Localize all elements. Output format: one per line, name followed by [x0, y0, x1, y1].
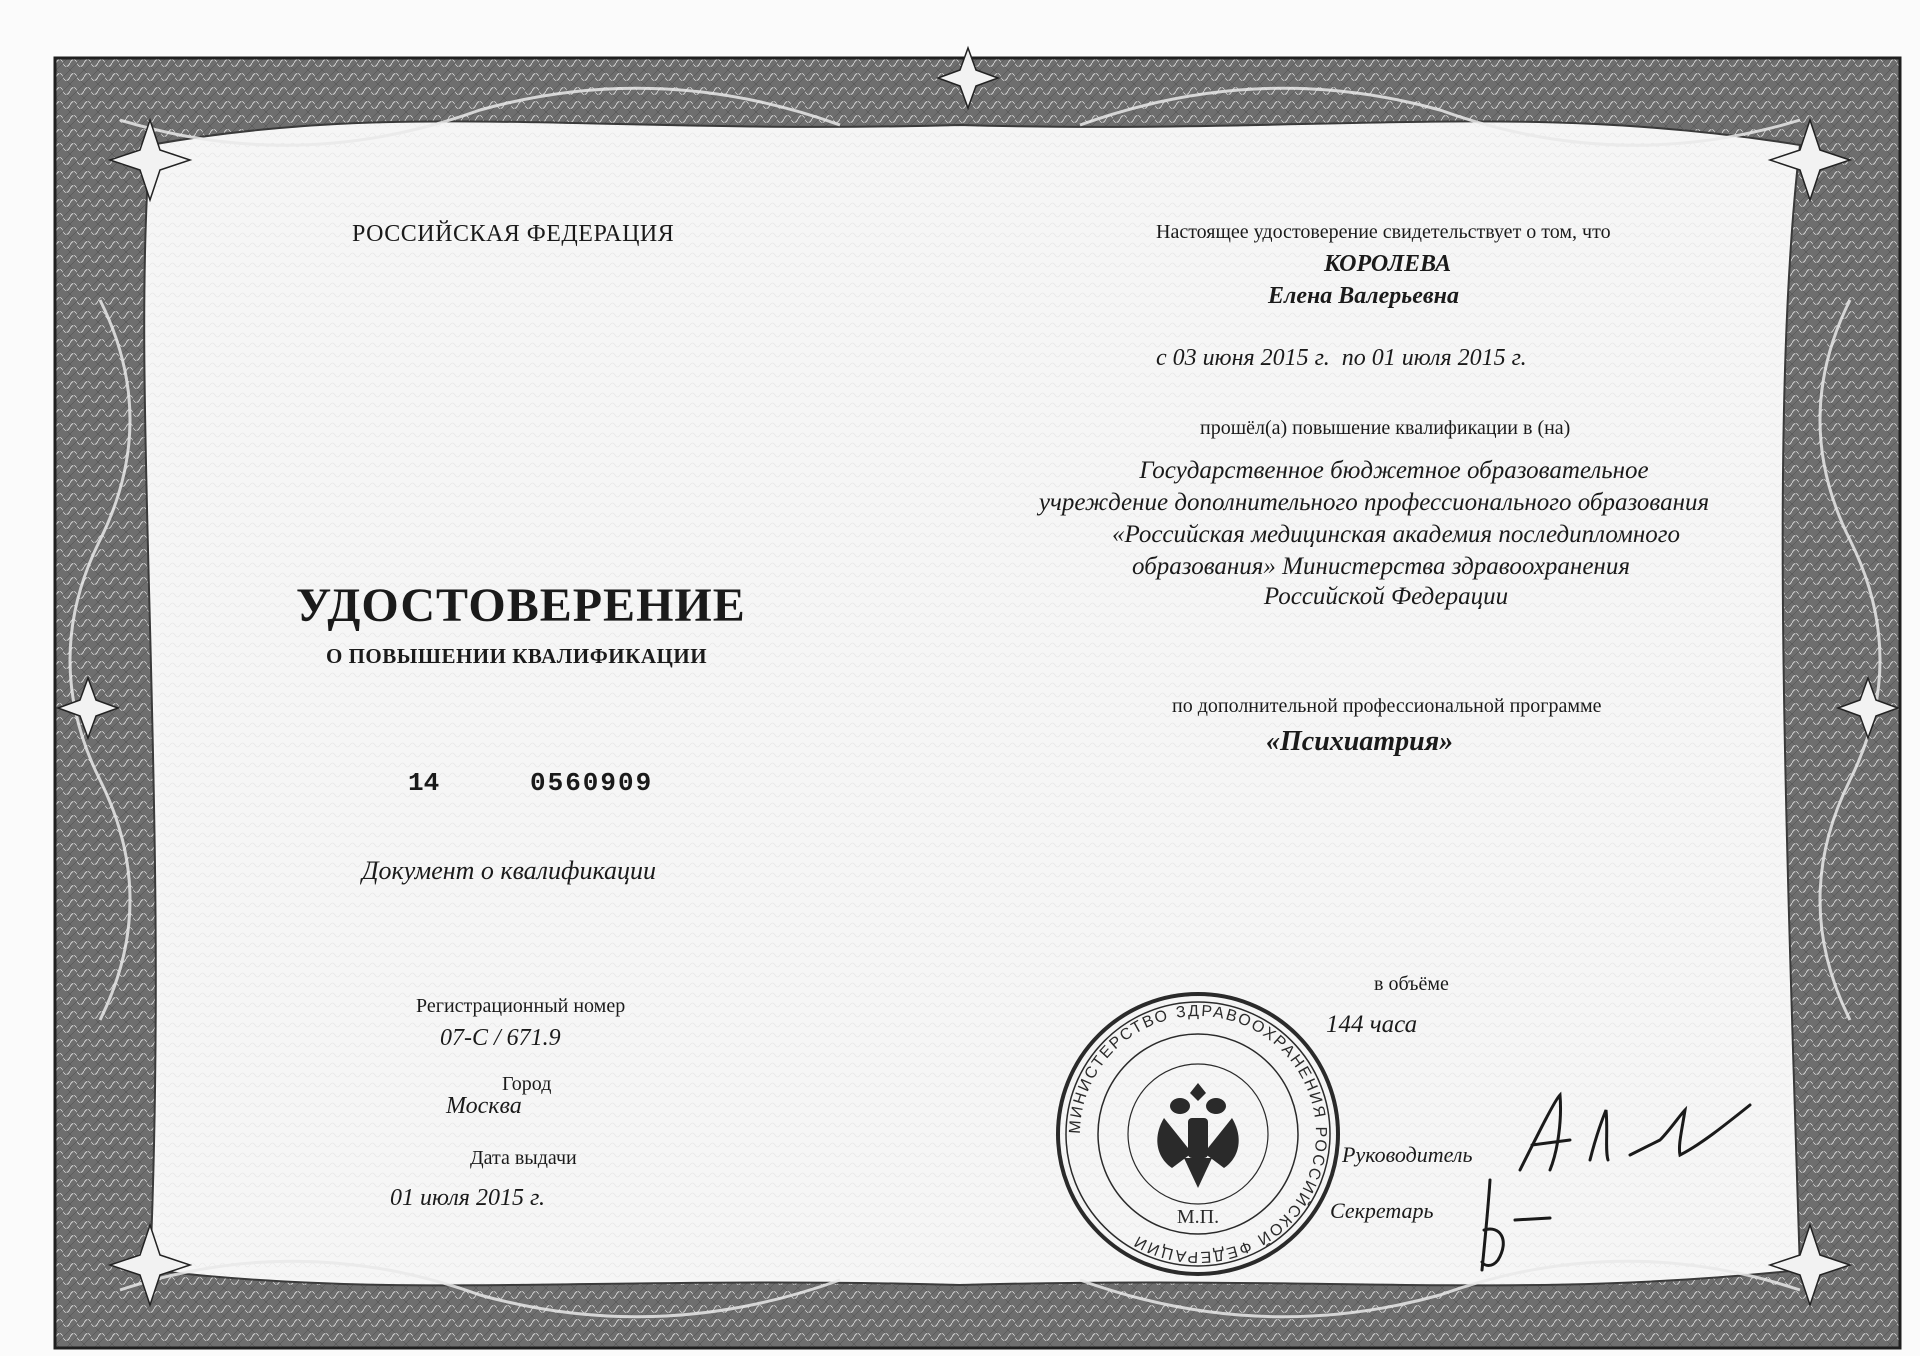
certifies-intro: Настоящее удостоверение свидетельствует о том, что: [1156, 221, 1611, 243]
volume-hours: 144 часа: [1326, 1011, 1418, 1038]
issue-date-value: 01 июля 2015 г.: [390, 1185, 545, 1211]
seal-text: МИНИСТЕРСТВО ЗДРАВООХРАНЕНИЯ РОССИЙСКОЙ ФЕДЕРАЦИИ: [1066, 1002, 1330, 1266]
form-number: 0560909: [530, 768, 654, 798]
holder-surname: КОРОЛЕВА: [1324, 251, 1452, 277]
institution-line-2: учреждение дополнительного профессионального образования: [1038, 489, 1710, 516]
qualification-doc-label: Документ о квалификации: [362, 856, 656, 885]
completed-training-line: прошёл(а) повышение квалификации в (на): [1200, 417, 1571, 439]
institution-line-5: Российской Федерации: [1263, 583, 1509, 610]
document-title: УДОСТОВЕРЕНИЕ: [296, 579, 746, 632]
head-signatory-label: Руководитель: [1342, 1142, 1473, 1167]
period-to-prefix: по: [1341, 345, 1366, 371]
document-subtitle: О ПОВЫШЕНИИ КВАЛИФИКАЦИИ: [326, 644, 708, 668]
holder-given-names: Елена Валерьевна: [1268, 283, 1459, 309]
secretary-signatory-label: Секретарь: [1330, 1198, 1434, 1223]
program-label: по дополнительной профессиональной программе: [1172, 695, 1602, 717]
period-from-prefix: с: [1156, 345, 1167, 371]
stamp-mark: М.П.: [1176, 1206, 1220, 1228]
institution-line-1: Государственное бюджетное образовательное: [1139, 457, 1649, 484]
period-to-date: 01 июля 2015 г.: [1371, 345, 1527, 371]
program-name: «Психиатрия»: [1266, 726, 1454, 757]
head-signature: [1510, 1090, 1770, 1180]
city-label: Город: [502, 1073, 552, 1095]
volume-label: в объёме: [1374, 973, 1449, 995]
form-series: 14: [408, 768, 440, 798]
institution-line-3: «Российская медицинская академия последипломного: [1111, 521, 1681, 548]
issue-date-label: Дата выдачи: [470, 1147, 577, 1169]
institution-line-4: образования» Министерства здравоохранения: [1132, 553, 1630, 580]
registration-number-label: Регистрационный номер: [416, 995, 626, 1017]
registration-number-value: 07-С / 671.9: [440, 1025, 561, 1051]
training-period: [1156, 346, 1527, 370]
country-heading: РОССИЙСКАЯ ФЕДЕРАЦИЯ: [352, 221, 675, 247]
official-seal: [1052, 988, 1344, 1280]
period-from-date: 03 июня 2015 г.: [1172, 345, 1330, 371]
city-value: Москва: [446, 1093, 522, 1119]
secretary-signature: [1470, 1170, 1560, 1280]
eagle-emblem-icon: [1157, 1083, 1238, 1188]
